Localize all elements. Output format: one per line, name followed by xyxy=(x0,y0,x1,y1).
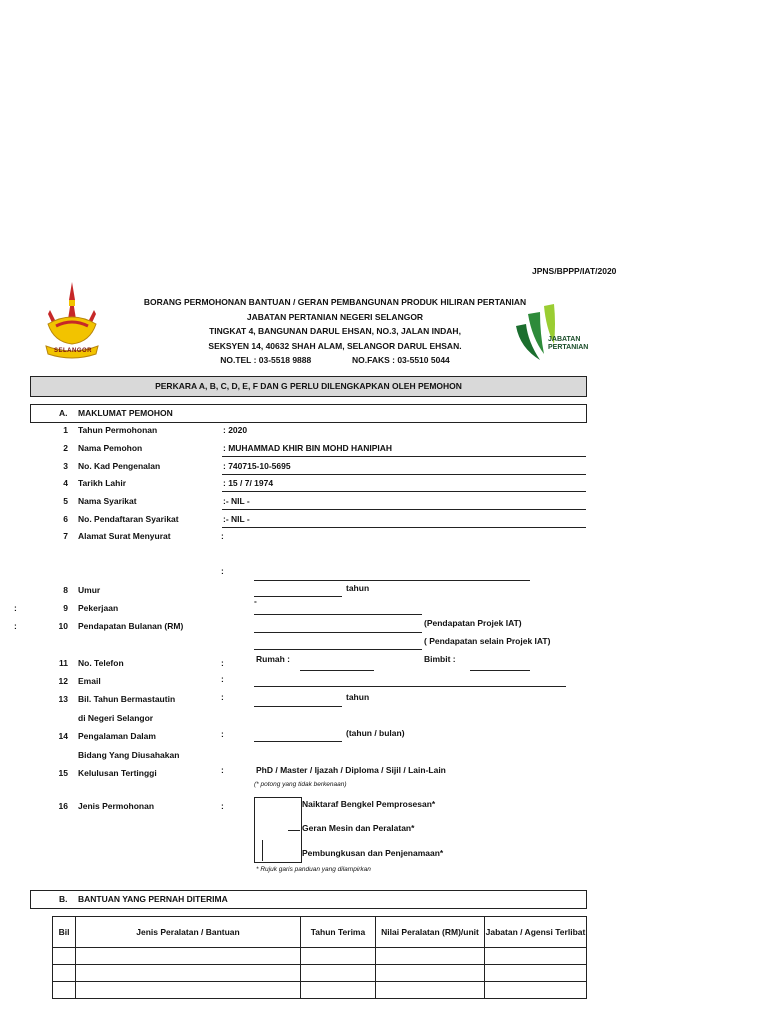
email-input-line[interactable] xyxy=(254,686,566,687)
address-colon-2: : xyxy=(221,566,224,576)
field-13-number: 13 xyxy=(58,694,68,704)
selangor-crest-text: SELANGOR xyxy=(54,348,93,354)
field-13-label-2: di Negeri Selangor xyxy=(78,713,154,723)
company-name-underline xyxy=(222,509,586,510)
qualification-options[interactable]: PhD / Master / Ijazah / Diploma / Sijil / Lain-Lain xyxy=(256,765,446,775)
table-header-row xyxy=(53,917,587,948)
field-15-number: 15 xyxy=(58,768,68,778)
income-other-input-line[interactable] xyxy=(254,649,422,650)
field-2-number: 2 xyxy=(63,443,68,453)
field-10-number: 10 xyxy=(58,621,68,631)
telephone-number: NO.TEL : 03-5518 9888 xyxy=(220,355,312,366)
field-6-number: 6 xyxy=(63,514,68,524)
occupation-mark: - xyxy=(254,596,257,606)
mobile-phone-input-line[interactable] xyxy=(470,670,530,671)
residency-colon: : xyxy=(221,692,224,702)
field-14-label: Pengalaman Dalam xyxy=(78,731,156,741)
field-15-label: Kelulusan Tertinggi xyxy=(78,768,157,778)
address-line-1: TINGKAT 4, BANGUNAN DARUL EHSAN, NO.3, JALAN INDAH, xyxy=(209,326,461,337)
birth-date-value[interactable]: : 15 / 7/ 1974 xyxy=(223,478,274,488)
form-header xyxy=(110,295,560,368)
company-reg-value[interactable]: :- NIL - xyxy=(223,514,250,524)
field-14-number: 14 xyxy=(58,731,68,741)
field-8-number: 8 xyxy=(63,585,68,595)
col-header-value: Nilai Peralatan (RM)/unit xyxy=(376,917,485,948)
col-header-year: Tahun Terima xyxy=(301,917,376,948)
col-header-equipment: Jenis Peralatan / Bantuan xyxy=(76,917,301,948)
jabatan-logo-line1: JABATAN xyxy=(548,336,581,343)
field-3-number: 3 xyxy=(63,461,68,471)
field-9-number: 9 xyxy=(63,603,68,613)
section-b-header xyxy=(30,890,587,909)
address-input-line[interactable] xyxy=(254,580,530,581)
contact-line xyxy=(110,353,560,368)
form-title: BORANG PERMOHONAN BANTUAN / GERAN PEMBANGUNAN PRODUK HILIRAN PERTANIAN xyxy=(143,297,527,307)
department-name: JABATAN PERTANIAN NEGERI SELANGOR xyxy=(246,311,424,322)
instruction-banner: PERKARA A, B, C, D, E, F DAN G PERLU DILENGKAPKAN OLEH PEMOHON xyxy=(30,376,587,397)
field-7-number: 7 xyxy=(63,531,68,541)
section-b-letter: B. xyxy=(59,894,68,904)
application-type-hint: * Rujuk garis panduan yang dilampirkan xyxy=(256,866,371,873)
field-1-number: 1 xyxy=(63,425,68,435)
application-type-option-1[interactable]: Naiktaraf Bengkel Pemprosesan* xyxy=(302,799,436,809)
residency-suffix: tahun xyxy=(346,692,370,702)
address-line-2: SEKSYEN 14, 40632 SHAH ALAM, SELANGOR DARUL EHSAN. xyxy=(208,340,462,351)
ic-number-underline xyxy=(222,474,586,475)
field-9-side-colon: : xyxy=(14,603,17,613)
field-6-label: No. Pendaftaran Syarikat xyxy=(78,514,179,524)
selangor-crest-logo xyxy=(42,280,102,362)
application-type-checkbox-3[interactable] xyxy=(254,840,263,861)
experience-colon: : xyxy=(221,729,224,739)
table-row[interactable] xyxy=(53,982,587,999)
home-phone-input-line[interactable] xyxy=(300,670,374,671)
field-5-label: Nama Syarikat xyxy=(78,496,137,506)
section-b-title: BANTUAN YANG PERNAH DITERIMA xyxy=(78,894,228,904)
application-type-colon: : xyxy=(221,801,224,811)
field-16-label: Jenis Permohonan xyxy=(78,801,155,811)
field-1-label: Tahun Permohonan xyxy=(78,425,158,435)
age-input-line[interactable] xyxy=(254,596,342,597)
field-10-side-colon: : xyxy=(14,621,17,631)
jabatan-pertanian-logo xyxy=(510,304,610,364)
applicant-name-underline xyxy=(222,456,586,457)
mobile-phone-label: Bimbit : xyxy=(424,654,456,664)
application-year-value[interactable]: : 2020 xyxy=(223,425,248,435)
home-phone-label: Rumah : xyxy=(256,654,290,664)
applicant-name-value[interactable]: : MUHAMMAD KHIR BIN MOHD HANIPIAH xyxy=(223,443,393,453)
qualification-colon: : xyxy=(221,765,224,775)
section-a-letter: A. xyxy=(59,408,68,418)
field-11-number: 11 xyxy=(59,658,68,668)
qualification-hint: (* potong yang tidak berkenaan) xyxy=(254,781,347,788)
phone-colon: : xyxy=(221,658,224,668)
reference-code: JPNS/BPPP/IAT/2020 xyxy=(532,266,617,276)
residency-input-line[interactable] xyxy=(254,706,342,707)
section-a-title: MAKLUMAT PEMOHON xyxy=(78,408,173,418)
field-13-label: Bil. Tahun Bermastautin xyxy=(78,694,176,704)
email-colon: : xyxy=(221,674,224,684)
address-colon: : xyxy=(221,531,224,541)
company-name-value[interactable]: :- NIL - xyxy=(223,496,250,506)
table-row[interactable] xyxy=(53,948,587,965)
experience-suffix: (tahun / bulan) xyxy=(346,728,405,738)
field-5-number: 5 xyxy=(63,496,68,506)
field-12-number: 12 xyxy=(58,676,68,686)
birth-date-underline xyxy=(222,491,586,492)
field-4-number: 4 xyxy=(63,478,68,488)
jabatan-logo-line2: PERTANIAN xyxy=(548,344,589,351)
fax-number: NO.FAKS : 03-5510 5044 xyxy=(351,355,450,366)
age-suffix: tahun xyxy=(346,583,370,593)
ic-number-value[interactable]: : 740715-10-5695 xyxy=(223,461,291,471)
occupation-input-line[interactable] xyxy=(254,614,422,615)
col-header-agency: Jabatan / Agensi Terlibat xyxy=(485,917,587,948)
field-9-label: Pekerjaan xyxy=(78,603,119,613)
company-reg-underline xyxy=(222,527,586,528)
experience-input-line[interactable] xyxy=(254,741,342,742)
field-10-label: Pendapatan Bulanan (RM) xyxy=(78,621,184,631)
application-type-option-3[interactable]: Pembungkusan dan Penjenamaan* xyxy=(302,848,444,858)
field-16-number: 16 xyxy=(58,801,68,811)
field-11-label: No. Telefon xyxy=(78,658,124,668)
field-3-label: No. Kad Pengenalan xyxy=(78,461,161,471)
income-iat-input-line[interactable] xyxy=(254,632,422,633)
income-iat-note: (Pendapatan Projek IAT) xyxy=(424,618,522,628)
field-2-label: Nama Pemohon xyxy=(78,443,143,453)
col-header-bil: Bil xyxy=(53,917,76,948)
section-a-header xyxy=(30,404,587,423)
application-type-checkbox-2[interactable] xyxy=(288,830,300,831)
field-14-label-2: Bidang Yang Diusahakan xyxy=(78,750,180,760)
table-row[interactable] xyxy=(53,965,587,982)
field-12-label: Email xyxy=(78,676,101,686)
field-8-label: Umur xyxy=(78,585,101,595)
field-4-label: Tarikh Lahir xyxy=(78,478,127,488)
application-type-option-2[interactable]: Geran Mesin dan Peralatan* xyxy=(302,823,415,833)
field-7-label: Alamat Surat Menyurat xyxy=(78,531,171,541)
assistance-table xyxy=(52,916,587,999)
income-other-note: ( Pendapatan selain Projek IAT) xyxy=(424,636,551,646)
